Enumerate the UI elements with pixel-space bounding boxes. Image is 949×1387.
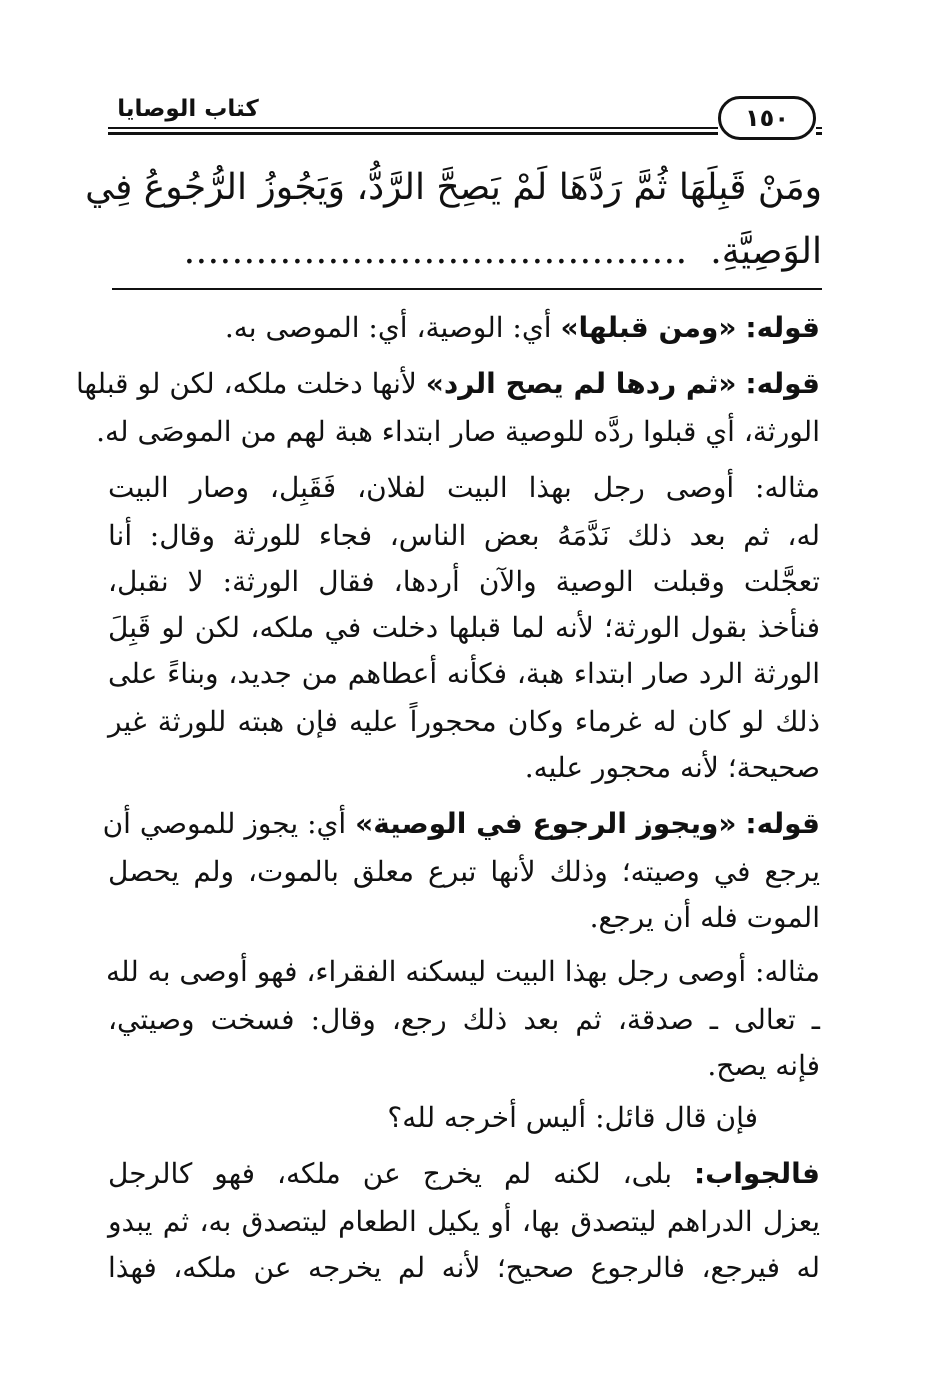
matn-quote: «ثم ردها لم يصح الرد» bbox=[425, 367, 737, 400]
answer-label: فالجواب: bbox=[693, 1157, 820, 1190]
p5-line-1: مثاله: أوصى رجل بهذا البيت ليسكنه الفقراء، فهو أوصى به لله bbox=[105, 955, 820, 988]
p3-line-2: له، ثم بعد ذلك نَدَّمَهُ بعض الناس، فجاء للورثة وقال: أنا bbox=[108, 519, 820, 552]
p2-line-1: قوله: «ثم ردها لم يصح الرد» لأنها دخلت ملكه، لكن لو قبلها bbox=[76, 367, 820, 400]
p3-line-7: صحيحة؛ لأنه محجور عليه. bbox=[524, 751, 820, 784]
qawluhu-label: قوله: bbox=[745, 807, 820, 840]
p7-line-1: فالجواب: بلى، لكنه لم يخرج عن ملكه، فهو كالرجل bbox=[108, 1157, 820, 1190]
p3-line-1: مثاله: أوصى رجل بهذا البيت لفلان، فَقَبِل، وصار البيت bbox=[108, 471, 820, 504]
qawluhu-label: قوله: bbox=[745, 311, 820, 344]
p2-line-2: الورثة، أي قبلوا ردَّه للوصية صار ابتداء هبة لهم من الموصَى له. bbox=[96, 415, 820, 448]
header-rule-right-top bbox=[816, 127, 822, 129]
p3-line-6: ذلك لو كان له غرماء وكان محجوراً عليه فإن هبته للورثة غير bbox=[108, 705, 820, 738]
qawluhu-label: قوله: bbox=[745, 367, 820, 400]
matn-separator bbox=[112, 288, 822, 290]
p5-line-2: ـ تعالى ـ صدقة، ثم بعد ذلك رجع، وقال: فسخت وصيتي، bbox=[108, 1003, 820, 1036]
matn-line-2: الوَصِيَّةِ. …………………………………… bbox=[183, 231, 822, 272]
p3-line-3: تعجَّلت وقبلت الوصية والآن أردها، فقال الورثة: لا نقبل، bbox=[108, 565, 820, 598]
header-book-title: كتاب الوصايا bbox=[117, 96, 259, 122]
header-rule-bottom bbox=[108, 132, 718, 135]
matn-quote: «ويجوز الرجوع في الوصية» bbox=[355, 807, 737, 840]
page-number-badge bbox=[718, 96, 816, 140]
page-number: ١٥٠ bbox=[745, 104, 789, 132]
p3-line-5: الورثة الرد صار ابتداء هبة، فكأنه أعطاهم من جديد، وبناءً على bbox=[108, 657, 821, 690]
matn-quote: «ومن قبلها» bbox=[560, 311, 737, 344]
p5-line-3: فإنه يصح. bbox=[707, 1049, 820, 1082]
p7-line-2: يعزل الدراهم ليتصدق بها، أو يكيل الطعام ليتصدق به، ثم يبدو bbox=[108, 1205, 820, 1238]
header-rule-top bbox=[108, 127, 718, 129]
p4-line-2: يرجع في وصيته؛ وذلك لأنها تبرع معلق بالموت، ولم يحصل bbox=[108, 855, 820, 888]
matn-dots: …………………………………… bbox=[183, 231, 688, 272]
p4-line-1: قوله: «ويجوز الرجوع في الوصية» أي: يجوز للموصي أن bbox=[102, 807, 820, 840]
p6-line-1: فإن قال قائل: أليس أخرجه لله؟ bbox=[387, 1101, 758, 1134]
p7-line-3: له فيرجع، فالرجوع صحيح؛ لأنه لم يخرجه عن ملكه، فهذا bbox=[108, 1251, 820, 1284]
header-rule-right-bottom bbox=[816, 132, 822, 135]
p3-line-4: فنأخذ بقول الورثة؛ لأنه لما قبلها دخلت في ملكه، لكن لو قَبِلَ bbox=[108, 611, 820, 644]
p1-line-1: قوله: «ومن قبلها» أي: الوصية، أي: الموصى به. bbox=[224, 311, 820, 344]
matn-line-1: ومَنْ قَبِلَهَا ثُمَّ رَدَّهَا لَمْ يَصِحَّ الرَّدُّ، وَيَجُوزُ الرُّجُوعُ فِي bbox=[85, 167, 822, 208]
p4-line-3: الموت فله أن يرجع. bbox=[589, 901, 820, 934]
